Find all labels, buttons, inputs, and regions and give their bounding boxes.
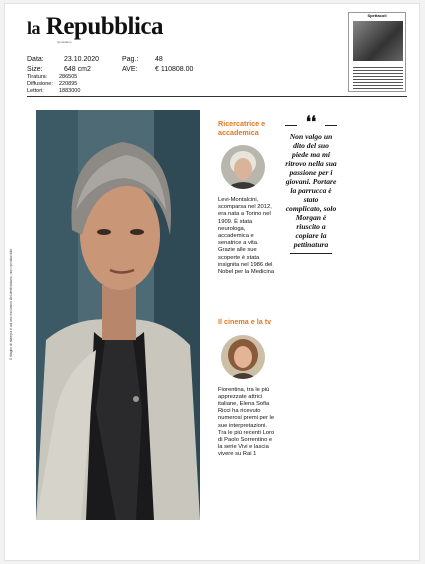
page-thumbnail[interactable]: Spettacoli: [348, 12, 406, 92]
date-value: 23.10.2020: [64, 56, 100, 63]
ricci-portrait: [221, 335, 265, 379]
newspaper-logo: la Repubblica: [27, 13, 164, 40]
profile-levi-montalcini: [218, 120, 276, 276]
masthead: [27, 14, 163, 44]
logo-tagline: Quotidiano: [57, 40, 72, 44]
size-value: 648 cm2: [64, 65, 91, 73]
ave-value: € 110808.00: [155, 65, 194, 73]
quote-rule-left: [285, 125, 297, 126]
actress-photo: [36, 110, 200, 520]
profile-heading: Il cinema e la tv: [218, 317, 272, 326]
profile-ricci: [218, 318, 276, 459]
quote-mark-icon: ❛❛: [305, 114, 317, 131]
clipping-meta: Data: 23.10.2020 Pag.: 48 Size: 648 cm2 AVE: € 110808.00: [27, 56, 194, 73]
thumbnail-photo: [353, 21, 403, 61]
quote-text: Non valgo un dito del suo piede ma mi ritrovo nella sua passione per i giovani. Portare la parrucca è stato complicato, solo Morgan è riuscito a copiare la pettinatura: [285, 132, 337, 249]
lettori-value: 1883000: [59, 88, 81, 94]
pull-quote: [285, 114, 337, 254]
photo-credit: Il ritaglio di stampa è ad uso esclusivo del destinatario, non riproducibile: [9, 248, 13, 360]
thumbnail-text-lines: [353, 65, 403, 90]
quote-rule-right: [325, 125, 337, 126]
profile-text: Fiorentina, tra le più apprezzate attrici italiane, Elena Sofia Ricci ha ricevuto numerosi premi per le sue interpretazioni. Tra le più recenti Loro di Paolo Sorrentino e la serie Vivi e lascia vivere su Rai 1: [218, 386, 275, 458]
levi-montalcini-portrait: [221, 145, 265, 189]
page-value: 48: [155, 56, 163, 63]
circulation-meta: Tiratura: 286505 Diffusione: 220895 Lettori: 1883000: [27, 74, 81, 94]
header-divider: [27, 96, 407, 97]
profile-text: Levi-Montalcini, scomparsa nel 2012, era nata a Torino nel 1909. È stata neurologa, accademica e senatrice a vita. Grazie alle sue scoperte è stata insignita nel 1986 del Nobel per la Medicina: [218, 197, 275, 276]
quote-end-rule: [290, 253, 332, 254]
tiratura-value: 286505: [59, 74, 78, 80]
diffusione-value: 220895: [59, 81, 78, 87]
profile-heading: Ricercatrice e accademica: [218, 119, 266, 137]
